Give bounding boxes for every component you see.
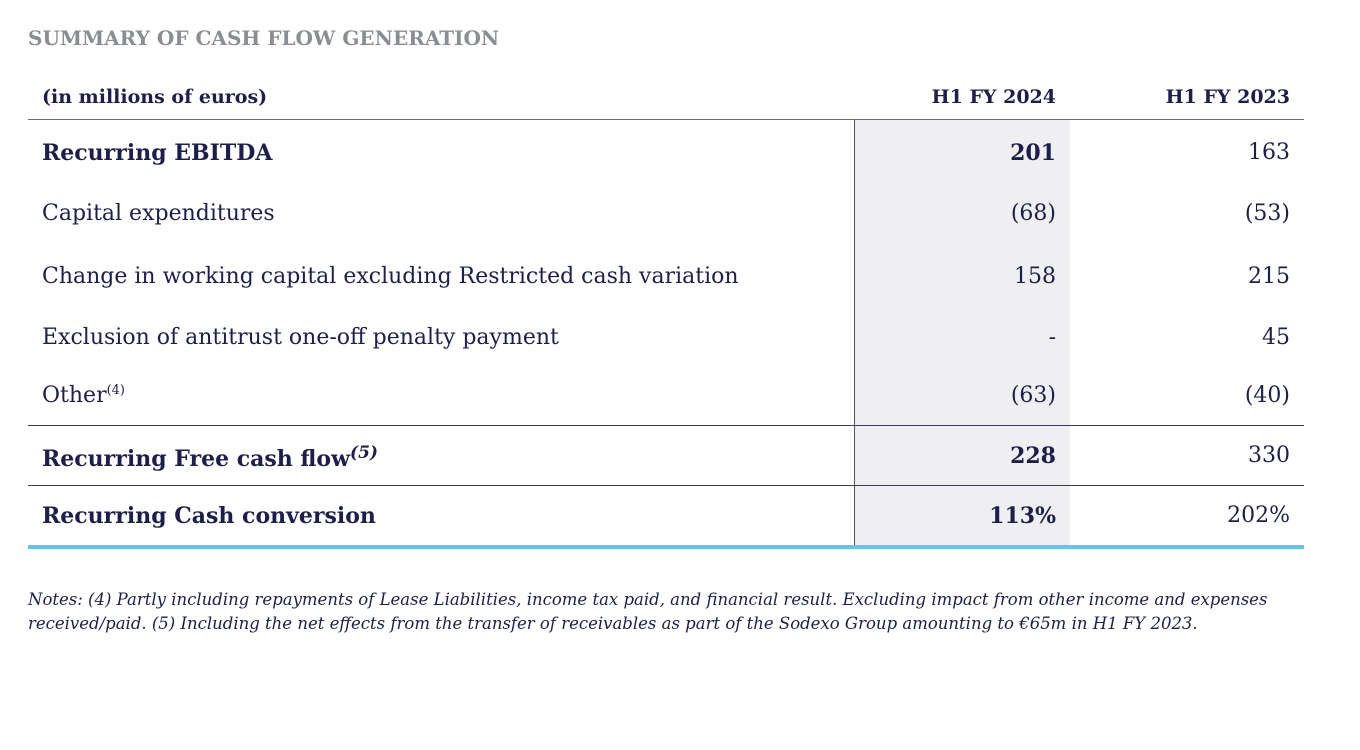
row-value-h1-fy2024: 113% bbox=[989, 503, 1056, 529]
header-label: (in millions of euros) bbox=[42, 86, 268, 108]
footnote-line: received/paid. (5) Including the net effects from the transfer of receivables as part of the Sodexo Group amounting to €65m in H1 FY 2023. bbox=[28, 614, 1198, 633]
highlight-column bbox=[855, 119, 1070, 547]
table-header bbox=[28, 78, 1304, 120]
footnote-line: Notes: (4) Partly including repayments of Lease Liabilities, income tax paid, and financial result. Excluding impact from other income and expenses bbox=[28, 590, 1268, 609]
row-label: Recurring EBITDA bbox=[42, 140, 273, 166]
row-divider bbox=[28, 485, 1304, 486]
row-label: Exclusion of antitrust one-off penalty payment bbox=[42, 325, 559, 350]
row-value-h1-fy2023: 163 bbox=[1248, 140, 1290, 165]
footnotes bbox=[28, 588, 1318, 636]
row-value-h1-fy2024: (63) bbox=[1010, 383, 1056, 408]
row-label-text: Recurring Free cash flow bbox=[42, 446, 351, 472]
row-value-h1-fy2023: (40) bbox=[1244, 383, 1290, 408]
row-value-h1-fy2024: 228 bbox=[1010, 443, 1056, 469]
row-label: Change in working capital excluding Restricted cash variation bbox=[42, 264, 739, 289]
row-value-h1-fy2023: (53) bbox=[1244, 201, 1290, 226]
header-col-h1-fy2024: H1 FY 2024 bbox=[931, 86, 1056, 108]
page-title: SUMMARY OF CASH FLOW GENERATION bbox=[28, 26, 500, 50]
footnote-marker: (4) bbox=[106, 383, 126, 398]
row-value-h1-fy2024: 201 bbox=[1010, 140, 1056, 166]
header-col-h1-fy2023: H1 FY 2023 bbox=[1165, 86, 1290, 108]
footnote-marker: (5) bbox=[350, 443, 378, 463]
row-value-h1-fy2023: 202% bbox=[1227, 503, 1290, 528]
table-bottom-rule bbox=[28, 545, 1304, 549]
row-label-text: Other bbox=[42, 383, 107, 408]
row-value-h1-fy2024: 158 bbox=[1014, 264, 1056, 289]
row-label: Recurring Cash conversion bbox=[42, 503, 376, 529]
row-value-h1-fy2024: (68) bbox=[1010, 201, 1056, 226]
row-value-h1-fy2023: 215 bbox=[1248, 264, 1290, 289]
column-divider bbox=[854, 119, 855, 547]
row-value-h1-fy2023: 45 bbox=[1262, 325, 1290, 350]
row-label bbox=[42, 383, 125, 408]
row-value-h1-fy2024: - bbox=[1048, 325, 1056, 350]
row-label: Capital expenditures bbox=[42, 201, 275, 226]
row-value-h1-fy2023: 330 bbox=[1248, 443, 1290, 468]
row-label bbox=[42, 443, 378, 472]
row-divider bbox=[28, 425, 1304, 426]
